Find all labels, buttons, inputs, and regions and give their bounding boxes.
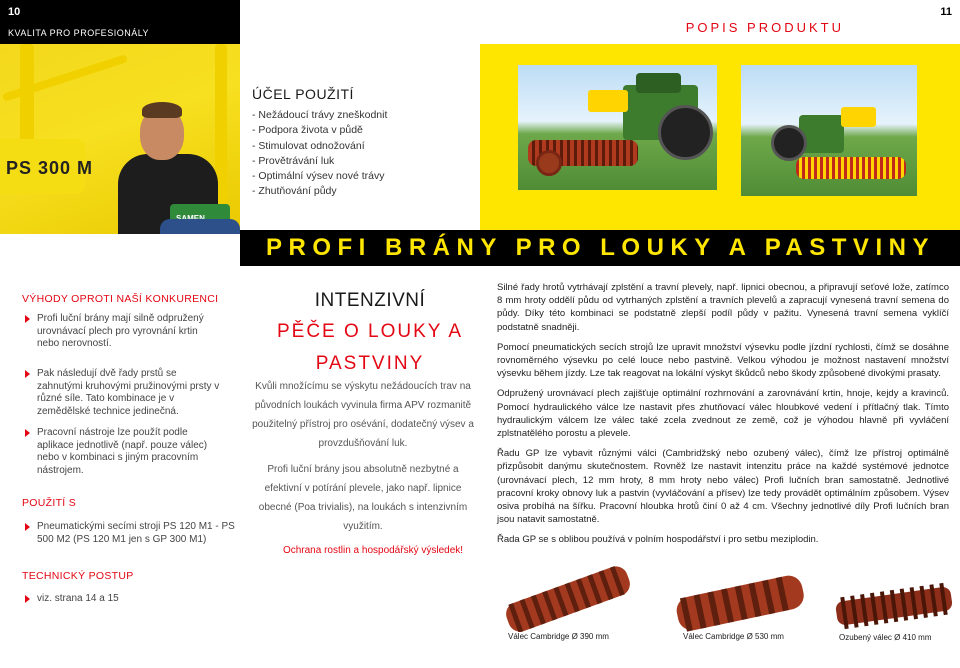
cambridge-roller-530-image bbox=[670, 572, 810, 632]
caption-toothed-410: Ozubený válec Ø 410 mm bbox=[839, 633, 932, 642]
main-title: PROFI BRÁNY PRO LOUKY A PASTVINY bbox=[266, 234, 935, 261]
page-number-right: 11 bbox=[940, 6, 952, 18]
middle-paragraph-2: Profi luční brány jsou absolutně nezbytné a efektivní v potírání plevele, jako např. lipnice obecné (Poa trivialis), na loukách s intenzivním využitím. bbox=[258, 464, 468, 532]
right-column bbox=[497, 281, 949, 547]
purpose-title: ÚČEL POUŽITÍ bbox=[252, 86, 354, 102]
purpose-item: - Zhutňování půdy bbox=[252, 185, 337, 198]
purpose-item: - Nežádoucí trávy zneškodnit bbox=[252, 109, 388, 121]
middle-heading-2: PĚČE O LOUKY A PASTVINY bbox=[276, 321, 464, 374]
right-paragraph: Odpružený urovnávací plech zajišťuje optimální rozhrnování a zarovnávání krtin, hnoje, kejdy a kravinců. Pomocí hydraulického válce lze nastavit přes zhutňovací válec hloubkové vedení i přítlačný tlak. Tímto hydraulickým válcem lze válec také zcela zvednout ze země, což je výhodou hlavně při vyvláčení zplstnatělého porostu a plevele. bbox=[497, 388, 949, 440]
advantage-item: Profi luční brány mají silně odpružený urovnávací plech pro vyrovnání krtin nebo nerovností. bbox=[37, 313, 215, 351]
page-number-left: 10 bbox=[8, 6, 21, 18]
farmer-photo bbox=[0, 44, 240, 234]
tractor-photo-1 bbox=[518, 65, 717, 190]
middle-footer: Ochrana rostlin a hospodářský výsledek! bbox=[282, 545, 464, 556]
cambridge-roller-390-image bbox=[498, 566, 638, 632]
purpose-item: - Provětrávání luk bbox=[252, 154, 335, 167]
purpose-item: - Podpora života v půdě bbox=[252, 124, 363, 137]
middle-heading-1: INTENZIVNÍ bbox=[314, 290, 426, 311]
purpose-item: - Optimální výsev nové trávy bbox=[252, 170, 385, 183]
right-paragraph: Řadu GP lze vybavit různými válci (Cambridžský nebo ozubený válec), čímž lze přístroj optimálně přizpůsobit danýmu skutečnostem. Rovněž lze nastavit intenzitu práce na každé systémové jednotce (urovnávací plech, 12 mm hroty, 8 mm hroty nebo válec) Profi lučních bran samostatně. Jednotlivé pracovní kroky obnovy luk a pastvin (vyvláčování a přísev) lze tedy provádět optimálním způsobem. Výsev osiva probíhá na šířku. Pracovní hloubka hrotů činí 0 až 4 cm. Všechny jednotlivé díly Profi lučních bran jsou natavit samostatně. bbox=[497, 448, 949, 526]
usage-heading: POUŽITÍ S bbox=[22, 497, 77, 509]
machine-label: PS 300 M bbox=[6, 158, 94, 178]
middle-paragraph-1: Kvůli množícímu se výskytu nežádoucích trav na původních loukách vyvinula firma APV rozmanitě použitelný přístroj pro osévání, dodatečný výsev a provzdušňování luk. bbox=[252, 381, 474, 449]
toothed-roller-image bbox=[832, 580, 957, 632]
procedure-heading: TECHNICKÝ POSTUP bbox=[22, 570, 134, 582]
brand-tagline: KVALITA PRO PROFESIONÁLY bbox=[8, 28, 150, 38]
purpose-list bbox=[252, 108, 387, 200]
right-paragraph: Silné řady hrotů vytrhávají zplstění a travní plevely, např. lipnici obecnou, a připravují seťové lože, zatímco 8 mm hroty oddělí půdu od vytrhaných zplstění a travních plevelů a zapracují vynesená travní semena do půdy. Díky této kombinaci se podstatně zlepší podíl půdy v pažitu. Vynesená travní semena vyklíčí podstatně snadněji. bbox=[497, 282, 949, 333]
tractor-photo-2 bbox=[741, 65, 917, 196]
advantages-heading: VÝHODY OPROTI NAŠÍ KONKURENCI bbox=[22, 293, 219, 305]
purpose-item: - Stimulovat odnožování bbox=[252, 139, 365, 152]
right-paragraph: Řada GP se s oblibou používá v polním hospodářství i pro setbu meziplodin. bbox=[497, 534, 819, 546]
procedure-item: viz. strana 14 a 15 bbox=[37, 593, 217, 606]
section-title: POPIS PRODUKTU bbox=[685, 20, 844, 35]
advantage-item: Pracovní nástroje lze použít podle aplikace jednotlivě (např. pouze válec) nebo v kombinaci s jiným pracovním nástrojem. bbox=[37, 427, 223, 477]
header-left-bar bbox=[0, 0, 240, 44]
right-paragraph: Pomocí pneumatických secích strojů lze upravit množství výsevku podle jízdní rychlosti, čímž se dosáhne rovnoměrného výsevku po celé louce nebo pastvině. Velkou výhodou je možnost nastavení množství výsevku během jízdy. Lze tak reagovat na lokální výskyt škůdců nebo škody způsobené divokými prasaty. bbox=[497, 341, 949, 380]
caption-cambridge-390: Válec Cambridge Ø 390 mm bbox=[508, 632, 609, 641]
usage-item: Pneumatickými secími stroji PS 120 M1 - PS 500 M2 (PS 120 M1 jen s GP 300 M1) bbox=[37, 521, 237, 546]
caption-cambridge-530: Válec Cambridge Ø 530 mm bbox=[683, 632, 784, 641]
advantage-item: Pak následují dvě řady prstů se zahnutými kruhovými pružinovými prsty v různé síle. Tato kombinace je v zemědělské technice jedinečná. bbox=[37, 368, 223, 418]
